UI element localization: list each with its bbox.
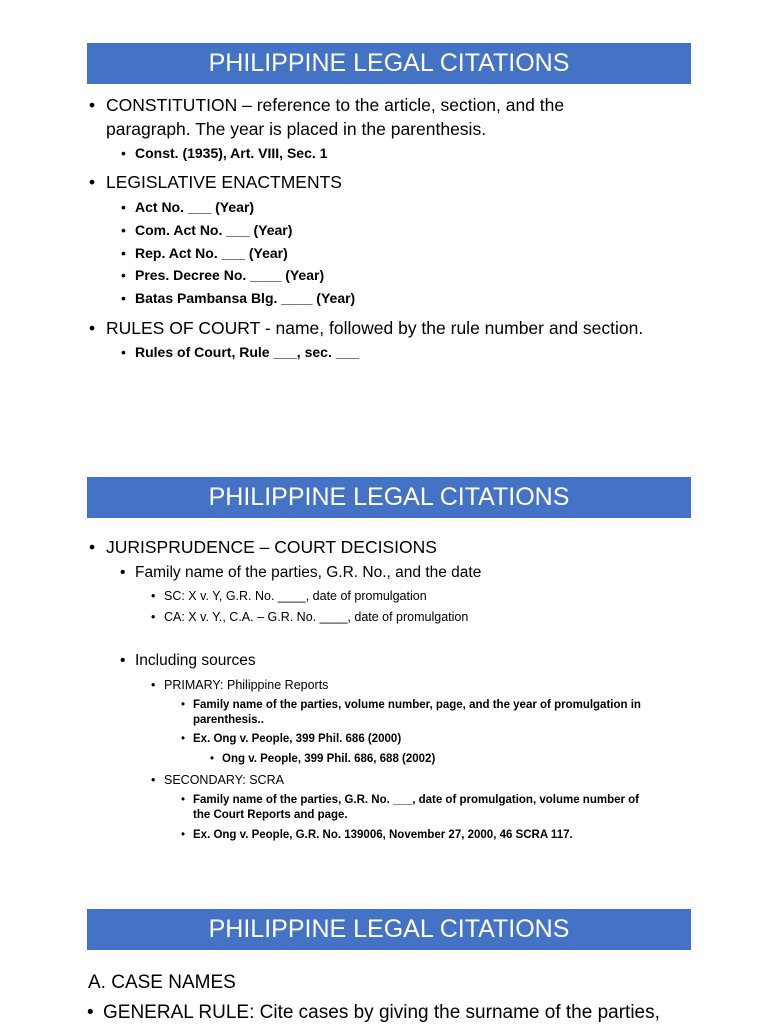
- slide-title-banner: PHILIPPINE LEGAL CITATIONS: [87, 43, 691, 84]
- bullet-icon: •: [121, 222, 126, 238]
- bullet-icon: •: [121, 290, 126, 306]
- primary-example-text: Ex. Ong v. People, 399 Phil. 686 (2000): [193, 733, 402, 745]
- bullet-rules-of-court: [89, 318, 644, 339]
- secondary-source: [151, 773, 284, 787]
- citation-sc: [151, 589, 427, 603]
- bullet-legislative: [89, 172, 342, 193]
- legislative-label: LEGISLATIVE ENACTMENTS: [106, 172, 342, 192]
- bullet-icon: •: [120, 564, 126, 581]
- constitution-text-line2: paragraph. The year is placed in the parenthesis.: [106, 119, 487, 139]
- bullet-icon: •: [120, 652, 126, 669]
- bullet-icon: •: [151, 773, 156, 787]
- secondary-description-line2: the Court Reports and page.: [193, 809, 348, 821]
- family-name-label: Family name of the parties, G.R. No., and the date: [135, 564, 482, 581]
- legislative-item: [121, 245, 288, 261]
- secondary-example-text: Ex. Ong v. People, G.R. No. 139006, November 27, 2000, 46 SCRA 117.: [193, 829, 573, 841]
- case-names-heading: A. CASE NAMES: [88, 972, 236, 993]
- bullet-icon: •: [89, 318, 96, 338]
- primary-source: [151, 678, 329, 692]
- legislative-item: [121, 199, 255, 215]
- bullet-icon: •: [181, 794, 186, 806]
- primary-description-line2: parenthesis..: [193, 714, 264, 726]
- rules-example-text: Rules of Court, Rule ___, sec. ___: [135, 344, 360, 360]
- slide-title-banner: PHILIPPINE LEGAL CITATIONS: [87, 909, 691, 950]
- primary-sub-example: [210, 753, 436, 765]
- legislative-item-text: Pres. Decree No. ____ (Year): [135, 267, 325, 283]
- bullet-icon: •: [151, 610, 156, 624]
- bullet-jurisprudence: [89, 537, 437, 558]
- bullet-including-sources: [120, 652, 256, 670]
- constitution-example: [121, 145, 328, 161]
- legislative-item: [121, 222, 293, 238]
- jurisprudence-label: JURISPRUDENCE – COURT DECISIONS: [106, 537, 437, 557]
- secondary-description: [181, 794, 640, 806]
- primary-source-label: PRIMARY: Philippine Reports: [164, 678, 329, 692]
- primary-description-line1: Family name of the parties, volume number, page, and the year of promulgation in: [193, 699, 641, 711]
- bullet-icon: •: [121, 267, 126, 283]
- bullet-icon: •: [181, 699, 186, 711]
- legislative-item-text: Rep. Act No. ___ (Year): [135, 245, 288, 261]
- legislative-item: [121, 267, 325, 283]
- bullet-icon: •: [121, 344, 126, 360]
- bullet-icon: •: [151, 589, 156, 603]
- citation-ca: [151, 610, 469, 624]
- secondary-source-label: SECONDARY: SCRA: [164, 773, 284, 787]
- bullet-icon: •: [87, 1002, 94, 1023]
- bullet-family-name: [120, 564, 482, 582]
- bullet-icon: •: [121, 145, 126, 161]
- primary-sub-example-text: Ong v. People, 399 Phil. 686, 688 (2002): [222, 753, 436, 765]
- secondary-description-line1: Family name of the parties, G.R. No. ___, date of promulgation, volume number of: [193, 794, 640, 806]
- bullet-constitution: [89, 95, 565, 116]
- legislative-item-text: Act No. ___ (Year): [135, 199, 255, 215]
- bullet-icon: •: [89, 172, 96, 192]
- bullet-general-rule: [87, 1002, 660, 1024]
- including-sources-label: Including sources: [135, 652, 256, 669]
- legislative-item-text: Batas Pambansa Blg. ____ (Year): [135, 290, 356, 306]
- rules-example: [121, 344, 360, 360]
- bullet-icon: •: [181, 829, 186, 841]
- slide-title-banner: PHILIPPINE LEGAL CITATIONS: [87, 477, 691, 518]
- rules-label: RULES OF COURT - name, followed by the rule number and section.: [106, 318, 644, 338]
- bullet-icon: •: [89, 95, 96, 115]
- legislative-item-text: Com. Act No. ___ (Year): [135, 222, 293, 238]
- bullet-icon: •: [89, 537, 96, 557]
- primary-description: [181, 699, 641, 711]
- secondary-example: [181, 829, 573, 841]
- general-rule-text: GENERAL RULE: Cite cases by giving the surname of the parties,: [103, 1002, 660, 1023]
- constitution-text-line1: CONSTITUTION – reference to the article, section, and the: [106, 95, 565, 115]
- constitution-example-text: Const. (1935), Art. VIII, Sec. 1: [135, 145, 328, 161]
- legislative-item: [121, 290, 356, 306]
- bullet-icon: •: [121, 245, 126, 261]
- bullet-icon: •: [121, 199, 126, 215]
- citation-sc-text: SC: X v. Y, G.R. No. ____, date of promulgation: [164, 589, 427, 603]
- bullet-icon: •: [151, 678, 156, 692]
- bullet-icon: •: [181, 733, 186, 745]
- citation-ca-text: CA: X v. Y., C.A. – G.R. No. ____, date of promulgation: [164, 610, 469, 624]
- primary-example: [181, 733, 402, 745]
- bullet-icon: •: [210, 753, 215, 765]
